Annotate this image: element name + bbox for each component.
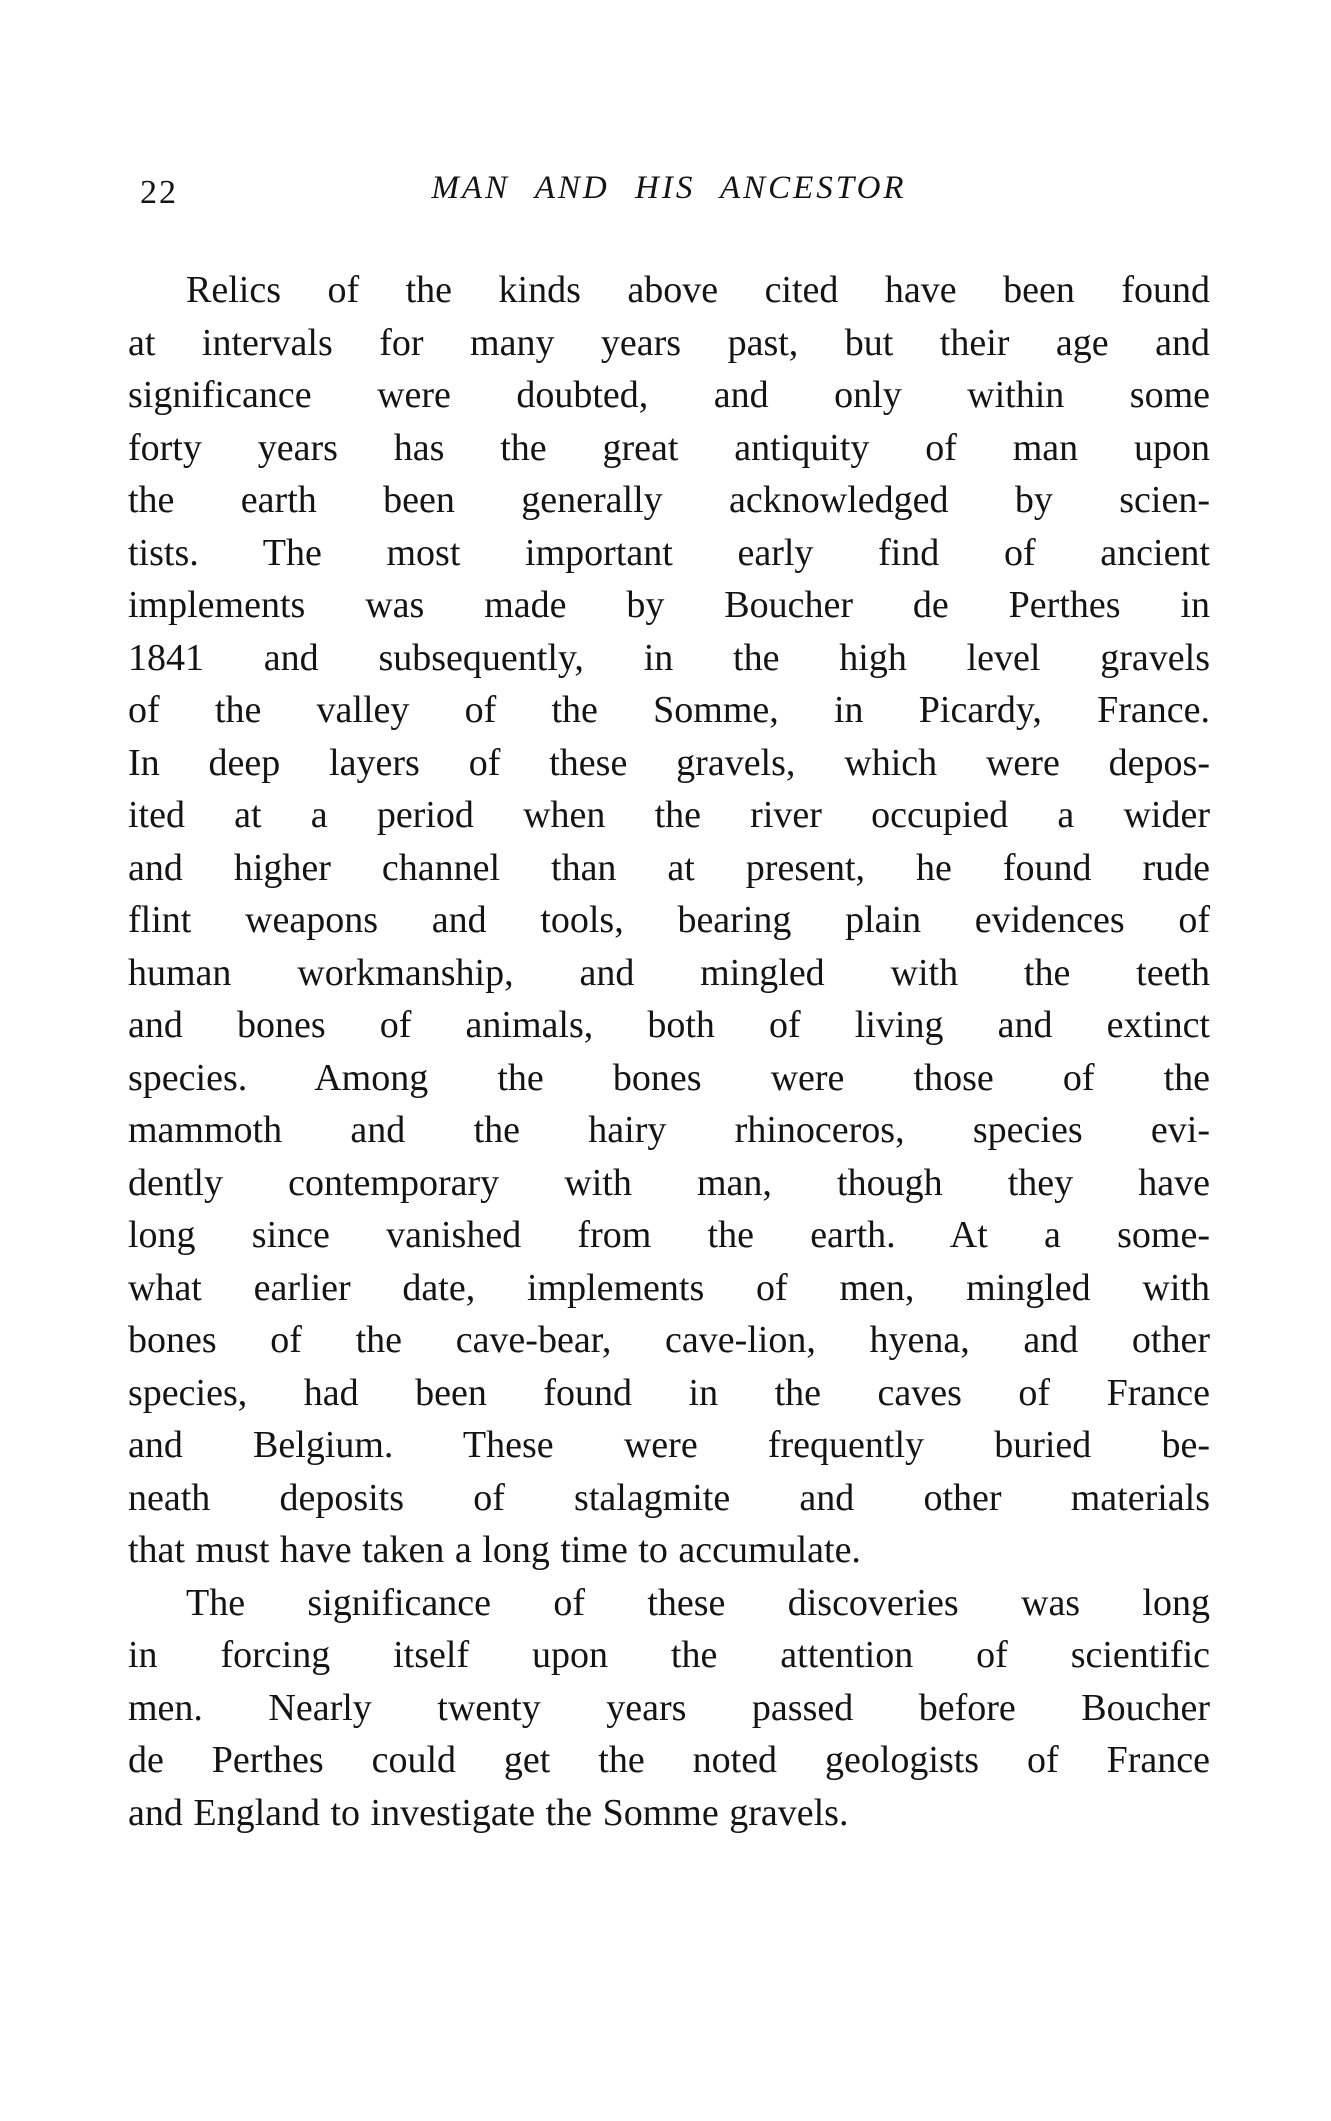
text-line: and higher channel than at present, he found rude xyxy=(128,846,1210,889)
text-line: that must have taken a long time to accumulate. xyxy=(128,1529,861,1571)
text-line: neath deposits of stalagmite and other materials xyxy=(128,1476,1210,1519)
text-line: flint weapons and tools, bearing plain evidences of xyxy=(128,899,1210,941)
text-line: Relics of the kinds above cited have been found xyxy=(186,269,1210,311)
page-header xyxy=(128,170,1210,216)
paragraph-1 xyxy=(128,264,1210,1577)
text-line: bones of the cave-bear, cave-lion, hyena, and other xyxy=(128,1319,1210,1361)
text-line: implements was made by Boucher de Perthes in xyxy=(128,584,1210,626)
text-line: and bones of animals, both of living and extinct xyxy=(128,1004,1210,1046)
text-line: long since vanished from the earth. At a some- xyxy=(128,1214,1210,1256)
text-line: of the valley of the Somme, in Picardy, France. xyxy=(128,689,1210,731)
text-line: de Perthes could get the noted geologists of France xyxy=(128,1739,1210,1781)
text-line: at intervals for many years past, but their age and xyxy=(128,321,1210,364)
text-line: and England to investigate the Somme gravels. xyxy=(128,1791,849,1834)
page-number: 22 xyxy=(140,174,178,211)
text-line: In deep layers of these gravels, which were depos- xyxy=(128,741,1210,784)
text-line: men. Nearly twenty years passed before Boucher xyxy=(128,1686,1210,1729)
text-line: ited at a period when the river occupied a wider xyxy=(128,794,1210,836)
text-line: tists. The most important early find of ancient xyxy=(128,531,1210,574)
text-line: species, had been found in the caves of France xyxy=(128,1371,1210,1414)
text-line: forty years has the great antiquity of man upon xyxy=(128,426,1210,469)
text-line: and Belgium. These were frequently buried be- xyxy=(128,1424,1210,1466)
text-line: significance were doubted, and only within some xyxy=(128,374,1210,416)
running-title: MAN AND HIS ANCESTOR xyxy=(431,170,907,206)
text-line: what earlier date, implements of men, mingled with xyxy=(128,1266,1210,1309)
text-line: The significance of these discoveries was long xyxy=(186,1581,1210,1624)
text-line: species. Among the bones were those of the xyxy=(128,1056,1210,1099)
paragraph-2 xyxy=(128,1577,1210,1840)
text-line: in forcing itself upon the attention of scientific xyxy=(128,1634,1210,1676)
text-line: mammoth and the hairy rhinoceros, species evi- xyxy=(128,1109,1210,1151)
text-line: the earth been generally acknowledged by scien- xyxy=(128,479,1210,521)
page-body xyxy=(128,264,1210,1839)
text-line: 1841 and subsequently, in the high level gravels xyxy=(128,636,1210,679)
text-line: dently contemporary with man, though they have xyxy=(128,1161,1210,1204)
text-line: human workmanship, and mingled with the teeth xyxy=(128,951,1210,994)
